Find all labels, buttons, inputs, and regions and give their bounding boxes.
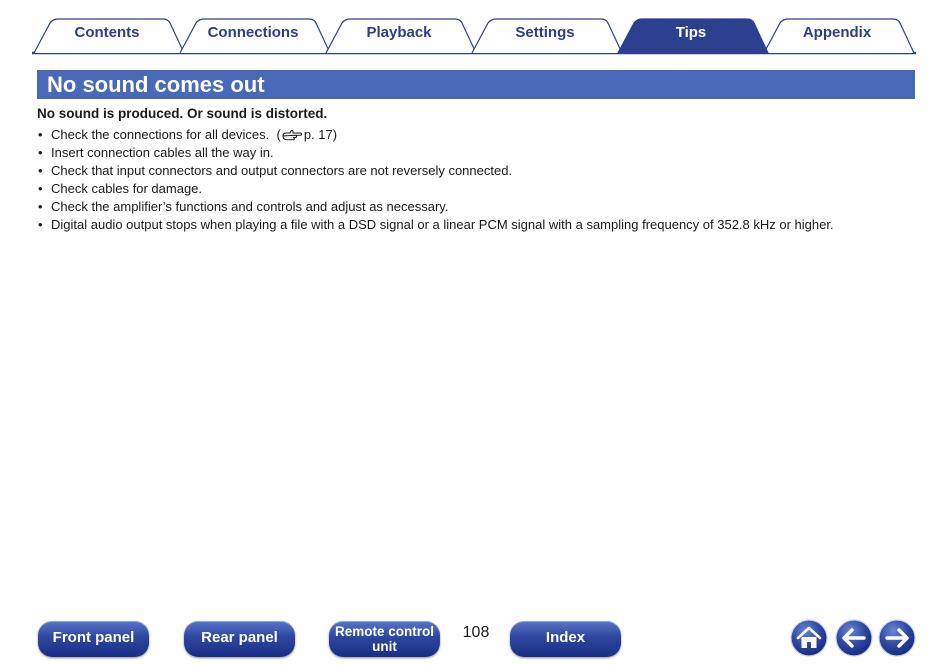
list-item (37, 126, 917, 144)
list-item (37, 162, 917, 180)
list-item-text: Check that input connectors and output connectors are not reversely connected. (51, 163, 513, 178)
section-subheading: No sound is produced. Or sound is distorted. (37, 106, 328, 121)
tab-contents[interactable]: Contents (74, 24, 140, 41)
rear-panel-label: Rear panel (201, 629, 278, 646)
remote-control-label-line2: unit (372, 639, 397, 654)
page-number: 108 (462, 624, 490, 641)
list-item-text: Check the amplifier’s functions and controls and adjust as necessary. (51, 199, 449, 214)
rear-panel-button[interactable] (184, 621, 295, 657)
index-label: Index (545, 629, 586, 646)
tab-connections[interactable]: Connections (207, 24, 299, 41)
remote-control-unit-button[interactable] (329, 621, 440, 657)
pointing-hand-icon (282, 129, 302, 141)
home-button[interactable] (790, 619, 828, 657)
tab-appendix[interactable]: Appendix (802, 24, 872, 41)
tab-bar (0, 0, 950, 56)
tab-settings[interactable]: Settings (515, 24, 575, 41)
checklist (37, 126, 917, 234)
list-item-text: Check the connections for all devices. (51, 127, 270, 142)
list-item (37, 180, 917, 198)
list-item (37, 216, 917, 234)
list-item-text: Insert connection cables all the way in. (51, 145, 274, 160)
section-title: No sound comes out (37, 70, 915, 99)
tab-tips[interactable]: Tips (675, 24, 707, 41)
front-panel-button[interactable] (38, 621, 149, 657)
list-item-text: Check cables for damage. (51, 181, 203, 196)
list-item (37, 144, 917, 162)
list-item (37, 198, 917, 216)
remote-control-label-line1: Remote control (334, 624, 434, 639)
page-reference-text[interactable]: p. 17 (303, 127, 333, 142)
tab-playback[interactable]: Playback (366, 24, 432, 41)
page-reference-link[interactable]: ( p. 17) (272, 127, 338, 142)
forward-button[interactable] (878, 619, 916, 657)
arrow-right-icon (878, 619, 916, 657)
front-panel-label: Front panel (52, 629, 135, 646)
arrow-left-icon (835, 619, 873, 657)
back-button[interactable] (835, 619, 873, 657)
index-button[interactable] (510, 621, 621, 657)
home-icon (790, 619, 828, 657)
list-item-text: Digital audio output stops when playing a file with a DSD signal or a linear PCM signal with a sampling frequency of 352.8 kHz or higher. (51, 217, 834, 232)
